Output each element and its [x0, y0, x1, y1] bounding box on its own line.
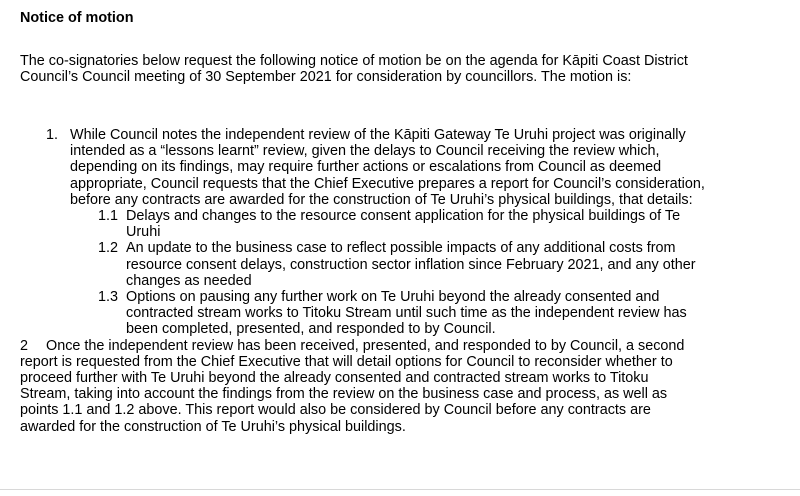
text-line: proceed further with Te Uruhi beyond the already consented and contracted stream works to Titoku: [20, 370, 649, 387]
item-text: [70, 127, 800, 208]
item-text: [20, 337, 800, 435]
text-line: contracted stream works to Titoku Stream until such time as the independent review has: [126, 305, 687, 322]
item-number: 1.: [46, 127, 59, 143]
intro-line: Council’s Council meeting of 30 September 2021 for consideration by councillors. The motion is:: [20, 69, 632, 86]
text-line: report is requested from the Chief Executive that will detail options for Council to reconsider whether to: [20, 353, 673, 370]
intro-paragraph: [20, 53, 790, 85]
text-line: An update to the business case to reflect possible impacts of any additional costs from: [126, 240, 676, 257]
sub-item-number: 1.1: [98, 208, 119, 225]
sub-item-1-3: [0, 289, 800, 338]
sub-item-text: [126, 208, 800, 240]
intro-line: The co-signatories below request the following notice of motion be on the agenda for Kāpiti Coast District: [20, 53, 688, 69]
text-line: Once the independent review has been received, presented, and responded to by Council, a second: [46, 337, 685, 354]
sub-item-1-1: [0, 208, 800, 240]
text-line: Uruhi: [126, 224, 161, 241]
text-line: points 1.1 and 1.2 above. This report would also be considered by Council before any contracts are: [20, 402, 651, 419]
text-line: resource consent delays, construction sector inflation since February 2021, and any other: [126, 256, 696, 273]
text-line: been completed, presented, and responded to by Council.: [126, 321, 496, 338]
text-line: depending on its findings, may require further actions or escalations from Council as deemed: [70, 159, 662, 176]
text-line: appropriate, Council requests that the Chief Executive prepares a report for Council’s consideration,: [70, 175, 705, 192]
sub-item-number: 1.3: [98, 289, 119, 306]
sub-item-number: 1.2: [98, 240, 119, 257]
sub-item-text: [126, 289, 800, 338]
page-bottom-divider: [0, 489, 800, 490]
text-line: Options on pausing any further work on Te Uruhi beyond the already consented and: [126, 289, 660, 306]
text-line: While Council notes the independent review of the Kāpiti Gateway Te Uruhi project was originally: [70, 127, 686, 143]
sub-item-text: [126, 240, 800, 289]
motion-item-2: [0, 338, 800, 435]
text-line: awarded for the construction of Te Uruhi’s physical buildings.: [20, 418, 406, 435]
text-line: Stream, taking into account the findings from the review on the business case and process, as well as: [20, 386, 668, 403]
motion-list: [0, 127, 800, 435]
motion-item-1: [0, 127, 800, 338]
item-number: 2: [20, 337, 29, 354]
text-line: Delays and changes to the resource consent application for the physical buildings of Te: [126, 208, 681, 225]
text-line: intended as a “lessons learnt” review, given the delays to Council receiving the review which,: [70, 143, 660, 160]
document-heading: Notice of motion: [20, 10, 134, 26]
sub-item-1-2: [0, 240, 800, 289]
text-line: changes as needed: [126, 272, 252, 289]
text-line: before any contracts are awarded for the construction of Te Uruhi’s physical buildings, that details:: [70, 191, 693, 208]
